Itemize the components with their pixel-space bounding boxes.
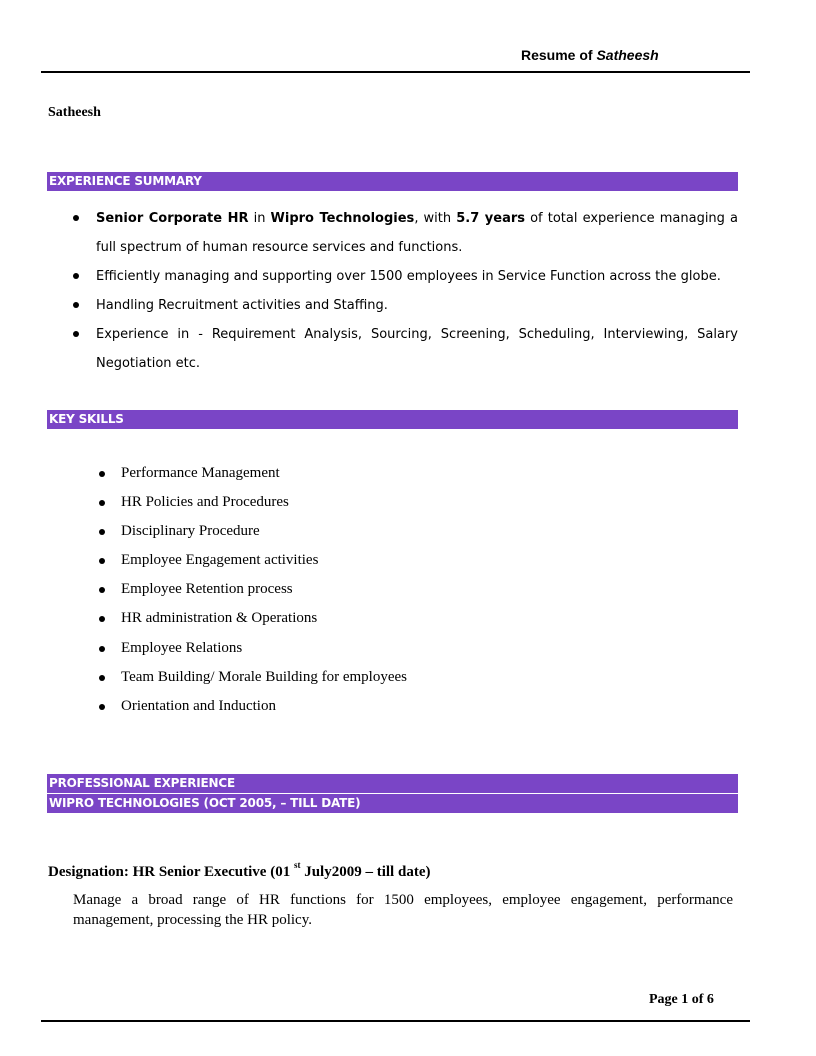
bullet-icon: [73, 215, 79, 221]
list-item: [70, 204, 738, 262]
list-item: [96, 488, 407, 517]
bullet-icon: [99, 558, 105, 564]
summary-text: Handling Recruitment activities and Staffing.: [96, 298, 388, 313]
skill-text: Team Building/ Morale Building for employees: [121, 668, 407, 685]
section-heading-key-skills: KEY SKILLS: [47, 410, 738, 429]
bullet-icon: [99, 500, 105, 506]
page-number: Page 1 of 6: [649, 992, 714, 1007]
years-text: 5.7 years: [456, 211, 525, 226]
company-heading: WIPRO TECHNOLOGIES (OCT 2005, – TILL DATE): [47, 794, 738, 813]
list-item: [96, 692, 407, 721]
list-item: [96, 575, 407, 604]
candidate-name: Satheesh: [48, 105, 101, 120]
header-rule: [41, 71, 750, 73]
role-description: Manage a broad range of HR functions for 1500 employees, employee engagement, performance management, processing the HR policy.: [73, 892, 733, 928]
list-item: [70, 262, 738, 291]
list-item: [96, 517, 407, 546]
header-prefix: Resume of: [521, 47, 593, 63]
skill-text: Employee Engagement activities: [121, 552, 319, 569]
role-text: Senior Corporate HR: [96, 211, 249, 226]
skill-text: Disciplinary Procedure: [121, 523, 260, 540]
connector-text: , with: [414, 211, 457, 226]
footer-rule: [41, 1020, 750, 1022]
connector-text: in: [248, 211, 271, 226]
summary-text: of total experience managing a full spectrum of human resource services and functions.: [96, 211, 739, 255]
bullet-icon: [99, 646, 105, 652]
summary-text: Experience in - Requirement Analysis, Sourcing, Screening, Scheduling, Interviewing, Salary Negotiation etc.: [96, 327, 738, 371]
list-item: [96, 546, 407, 575]
section-heading-experience-summary: EXPERIENCE SUMMARY: [47, 172, 738, 191]
skill-text: Employee Relations: [121, 639, 243, 656]
bullet-icon: [99, 587, 105, 593]
bullet-icon: [99, 529, 105, 535]
section-heading-professional-experience: PROFESSIONAL EXPERIENCE: [47, 774, 738, 793]
bullet-icon: [99, 675, 105, 681]
experience-summary-list: [70, 204, 738, 378]
bullet-icon: [99, 704, 105, 710]
company-text: Wipro Technologies: [270, 211, 415, 226]
skill-text: Orientation and Induction: [121, 697, 276, 714]
bullet-icon: [73, 302, 79, 308]
skill-text: HR administration & Operations: [121, 610, 318, 627]
header-name: Satheesh: [596, 47, 659, 63]
list-item: [96, 604, 407, 633]
skill-text: Performance Management: [121, 465, 280, 481]
list-item: [70, 291, 738, 320]
bullet-icon: [73, 331, 79, 337]
designation-title: [48, 860, 431, 881]
designation-sup: st: [293, 860, 301, 870]
list-item: [96, 459, 407, 488]
bullet-icon: [73, 273, 79, 279]
designation-suffix: July2009 – till date): [304, 864, 431, 880]
bullet-icon: [99, 471, 105, 477]
list-item: [96, 634, 407, 663]
list-item: [96, 663, 407, 692]
list-item: [70, 320, 738, 378]
designation-prefix: Designation: HR Senior Executive (01: [48, 864, 291, 880]
bullet-icon: [99, 616, 105, 622]
summary-text: Efficiently managing and supporting over 1500 employees in Service Function across the globe.: [96, 269, 721, 284]
skill-text: HR Policies and Procedures: [121, 494, 289, 511]
key-skills-list: [96, 459, 407, 721]
skill-text: Employee Retention process: [121, 581, 293, 598]
page-header-title: [521, 47, 659, 63]
